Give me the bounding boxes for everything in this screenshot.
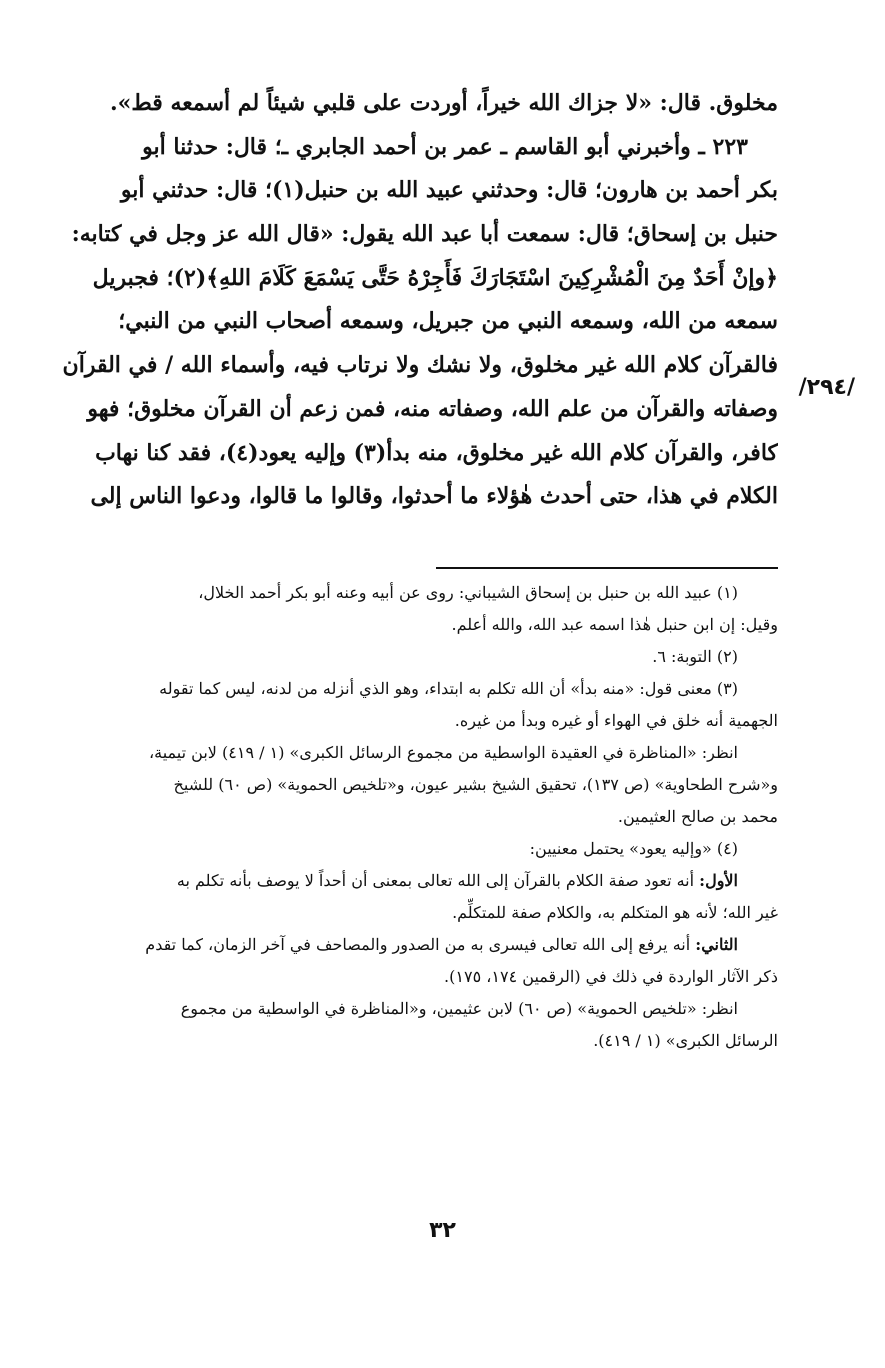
footnote-text: غير الله؛ لأنه هو المتكلم به، والكلام صفة للمتكلِّم. bbox=[452, 903, 778, 922]
footnote-text: ذكر الآثار الواردة في ذلك في (الرقمين ١٧٤، ١٧٥). bbox=[444, 967, 778, 986]
footnote-text: انظر: «المناظرة في العقيدة الواسطية من مجموع الرسائل الكبرى» (١ / ٤١٩) لابن تيمية، bbox=[148, 743, 738, 762]
footnote-text: (٣) معنى قول: «منه بدأ» أن الله تكلم به ابتداء، وهو الذي أنزله من لدنه، ليس كما تقوله bbox=[159, 679, 738, 698]
footnote-line bbox=[42, 769, 778, 801]
page-number: ٣٢ bbox=[429, 1218, 456, 1243]
footnote-line bbox=[42, 705, 778, 737]
text-line: وصفاته والقرآن من علم الله، وصفاته منه، فمن زعم أن القرآن مخلوق؛ فهو bbox=[87, 395, 778, 422]
footnote-line bbox=[42, 801, 778, 833]
text-line: حنبل بن إسحاق؛ قال: سمعت أبا عبد الله يقول: «قال الله عز وجل في كتابه: bbox=[71, 221, 778, 248]
footnote-line bbox=[42, 993, 778, 1025]
footnote-line bbox=[42, 641, 778, 673]
footnote-line bbox=[42, 865, 778, 897]
manuscript-page-marker: /٢٩٤/ bbox=[798, 375, 855, 400]
footnote-line bbox=[42, 609, 778, 641]
footnote-line bbox=[42, 737, 778, 769]
footnotes bbox=[42, 577, 778, 1057]
footnote-text: أنه تعود صفة الكلام بالقرآن إلى الله تعالى بمعنى أن أحداً لا يوصف بأنه تكلم به bbox=[176, 871, 700, 890]
footnote-line bbox=[42, 929, 778, 961]
footnote-line bbox=[42, 961, 778, 993]
footnote-line bbox=[42, 673, 778, 705]
text-line: الكلام في هذا، حتى أحدث هٰؤلاء ما أحدثوا، وقالوا ما قالوا، ودعوا الناس إلى bbox=[90, 483, 778, 510]
text-line: سمعه من الله، وسمعه النبي من جبريل، وسمعه أصحاب النبي من النبي؛ bbox=[118, 308, 778, 335]
footnote-text: (٢) التوبة: ٦. bbox=[652, 647, 738, 666]
footnote-separator bbox=[436, 567, 778, 569]
footnote-line bbox=[42, 897, 778, 929]
footnote-text: (٤) «وإليه يعود» يحتمل معنيين: bbox=[529, 839, 738, 858]
text-line: ٢٢٣ ـ وأخبرني أبو القاسم ـ عمر بن أحمد الجابري ـ؛ قال: حدثنا أبو bbox=[142, 133, 748, 160]
footnote-text: انظر: «تلخيص الحموية» (ص ٦٠) لابن عثيمين، و«المناظرة في الواسطية من مجموع bbox=[180, 999, 738, 1018]
footnote-line bbox=[42, 1025, 778, 1057]
footnote-text: الجهمية أنه خلق في الهواء أو غيره وبدأ من غيره. bbox=[454, 711, 778, 730]
text-line: بكر أحمد بن هارون؛ قال: وحدثني عبيد الله بن حنبل(١)؛ قال: حدثني أبو bbox=[120, 177, 778, 204]
text-line: ﴿وإنْ أَحَدٌ مِنَ الْمُشْرِكِينَ اسْتَجَارَكَ فَأَجِرْهُ حَتَّى يَسْمَعَ كَلَامَ اللهِ﴾(٢)؛ فجبريل bbox=[92, 264, 778, 291]
footnote-text: الرسائل الكبرى» (١ / ٤١٩). bbox=[593, 1031, 778, 1050]
main-text bbox=[42, 82, 778, 519]
footnote-line bbox=[42, 833, 778, 865]
footnote-text: وقيل: إن ابن حنبل هٰذا اسمه عبد الله، والله أعلم. bbox=[451, 615, 778, 634]
footnote-text: محمد بن صالح العثيمين. bbox=[617, 807, 778, 826]
text-line: فالقرآن كلام الله غير مخلوق، ولا نشك ولا نرتاب فيه، وأسماء الله / في القرآن bbox=[62, 352, 778, 379]
footnote-lead: الثاني: bbox=[695, 935, 738, 954]
footnote-text: أنه يرفع إلى الله تعالى فيسرى به من الصدور والمصاحف في آخر الزمان، كما تقدم bbox=[145, 935, 696, 954]
footnote-text: (١) عبيد الله بن حنبل بن إسحاق الشيباني: روى عن أبيه وعنه أبو بكر أحمد الخلال، bbox=[198, 583, 738, 602]
footnote-text: و«شرح الطحاوية» (ص ١٣٧)، تحقيق الشيخ بشير عيون، و«تلخيص الحموية» (ص ٦٠) للشيخ bbox=[173, 775, 778, 794]
text-line: مخلوق. قال: «لا جزاك الله خيراً، أوردت على قلبي شيئاً لم أسمعه قط». bbox=[110, 90, 778, 116]
footnote-line bbox=[42, 577, 778, 609]
text-line: كافر، والقرآن كلام الله غير مخلوق، منه بدأ(٣) وإليه يعود(٤)، فقد كنا نهاب bbox=[95, 439, 778, 466]
footnote-lead: الأول: bbox=[699, 871, 738, 890]
